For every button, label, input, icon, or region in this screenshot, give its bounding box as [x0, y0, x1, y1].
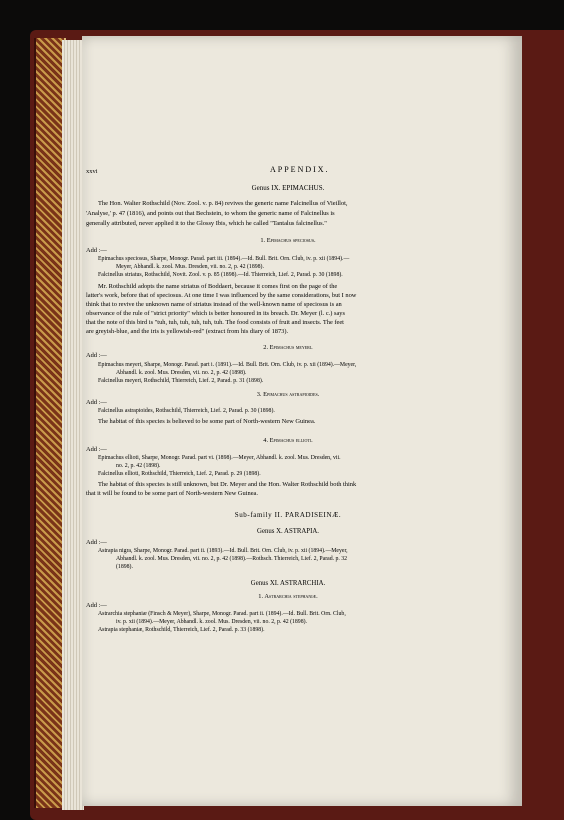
synonymy-line: Abhandl. k. zool. Mus. Dresden, vii. no. 2, p. 42 (1898).—Rothsch. Thierreich, Lief. 2, Parad. p. 32	[116, 556, 348, 562]
note-line: think that to revive the unknown name of striatus instead of the well-known name of speciosus is an	[86, 301, 342, 308]
intro-line: The Hon. Walter Rothschild (Nov. Zool. v. p. 84) revives the generic name Falcinellus of Vieillot,	[98, 200, 348, 207]
species-heading: 3. Epimachus astrapioides.	[256, 391, 320, 398]
species-heading: 1. Epimachus speciosus.	[260, 237, 316, 244]
genus-xi-heading: Genus XI. ASTRARCHIA.	[250, 580, 326, 587]
synonymy-line: iv. p. xii (1894).—Meyer, Abhandl. k. zool. Mus. Dresden, vii. no. 2, p. 42 (1898).	[116, 619, 307, 625]
add-label: Add :—	[86, 247, 107, 254]
subfamily-heading: Sub-family II. PARADISEINÆ.	[234, 511, 342, 519]
intro-line: generally attributed, never applied it to the Glossy Ibis, which he called "Tantalus falcinellus."	[86, 220, 327, 227]
note-line: are greyish-blue, and the iris is yellowish-red" (extract from his diary of 1873).	[86, 328, 289, 335]
page-number: xxvi	[86, 168, 98, 175]
note-line: Mr. Rothschild adopts the name striatus of Boddaert, because it comes first on the page of the	[98, 283, 338, 290]
add-label: Add :—	[86, 399, 107, 406]
habitat-note: The habitat of this species is believed to be some part of North-western New Guinea.	[98, 418, 316, 425]
note-line: latter's work, before that of speciosus. At one time I was influenced by the same considerations, but I now	[86, 292, 357, 299]
species-heading: 1. Astrarchia stephaniæ.	[258, 593, 318, 600]
intro-line: 'Analyse,' p. 47 (1816), and points out that Bechstein, to whom the generic name of Falcinellus is	[86, 210, 335, 217]
species-heading: 4. Epimachus ellioti.	[263, 437, 313, 444]
genus-ix-heading: Genus IX. EPIMACHUS.	[251, 184, 325, 192]
synonymy-line: Falcinellus meyeri, Rothschild, Thierreich, Lief. 2, Parad. p. 31 (1898).	[98, 378, 264, 384]
add-label: Add :—	[86, 602, 107, 609]
add-label: Add :—	[86, 446, 107, 453]
synonymy-line: Meyer, Abhandl. k. zool. Mus. Dresden, vii. no. 2, p. 42 (1898).	[116, 264, 264, 270]
synonymy-line: no. 2, p. 42 (1898).	[116, 463, 161, 469]
synonymy-line: Falcinellus striatus, Rothschild, Novit. Zool. v. p. 85 (1898).—Id. Thierreich, Lief. 2, Parad. p. 30 (1898).	[98, 272, 343, 278]
synonymy-line: Epimachus meyeri, Sharpe, Monogr. Parad. part i. (1891).—Id. Bull. Brit. Orn. Club, iv. p. xii (1894).—Meyer,	[98, 362, 357, 368]
habitat-note: that it will be found to be some part of North-western New Guinea.	[86, 490, 258, 497]
synonymy-line: Epimachus speciosus, Sharpe, Monogr. Parad. part iii. (1894).—Id. Bull. Brit. Orn. Club, iv. p. xii (1894).—	[98, 256, 350, 262]
add-label: Add :—	[86, 352, 107, 359]
synonymy-line: Epimachus ellioti, Sharpe, Monogr. Parad. part vi. (1898).—Meyer, Abhandl. k. zool. Mus. Dresden, vii.	[98, 455, 341, 461]
synonymy-line: Abhandl. k. zool. Mus. Dresden, vii. no. 2, p. 42 (1898).	[116, 370, 247, 376]
synonymy-line: Astrapia nigra, Sharpe, Monogr. Parad. part ii. (1893).—Id. Bull. Brit. Orn. Club, iv. p. xii (1894).—Meyer,	[98, 548, 348, 554]
genus-x-heading: Genus X. ASTRAPIA.	[257, 528, 319, 535]
add-label: Add :—	[86, 539, 107, 546]
note-line: that the note of this bird is "tuh, tuh, tuh, tuh, tuh, tuh. The food consists of fruit and insects. The feet	[86, 319, 344, 326]
habitat-note: The habitat of this species is still unknown, but Dr. Meyer and the Hon. Walter Rothschild both think	[98, 481, 357, 488]
synonymy-line: Astrapia stephaniæ, Rothschild, Thierreich, Lief. 2, Parad. p. 33 (1898).	[98, 627, 265, 633]
synonymy-line: Falcinellus ellioti, Rothschild, Thierreich, Lief. 2, Parad. p. 29 (1898).	[98, 471, 261, 477]
page-edges	[62, 40, 84, 810]
synonymy-line: Astrarchia stephaniæ (Finsch & Meyer), Sharpe, Monogr. Parad. part ii. (1894).—Id. Bull. Brit. Orn. Club,	[98, 611, 346, 617]
species-heading: 2. Epimachus meyeri.	[263, 344, 313, 351]
synonymy-line: Falcinellus astrapioides, Rothschild, Thierreich, Lief. 2, Parad. p. 30 (1898).	[98, 408, 275, 414]
note-line: observance of the rule of "strict priority" which is better honoured in its breach. Dr. Meyer (l. c.) says	[86, 310, 345, 317]
synonymy-line: (1898).	[116, 564, 133, 570]
page-title: APPENDIX.	[270, 165, 330, 174]
